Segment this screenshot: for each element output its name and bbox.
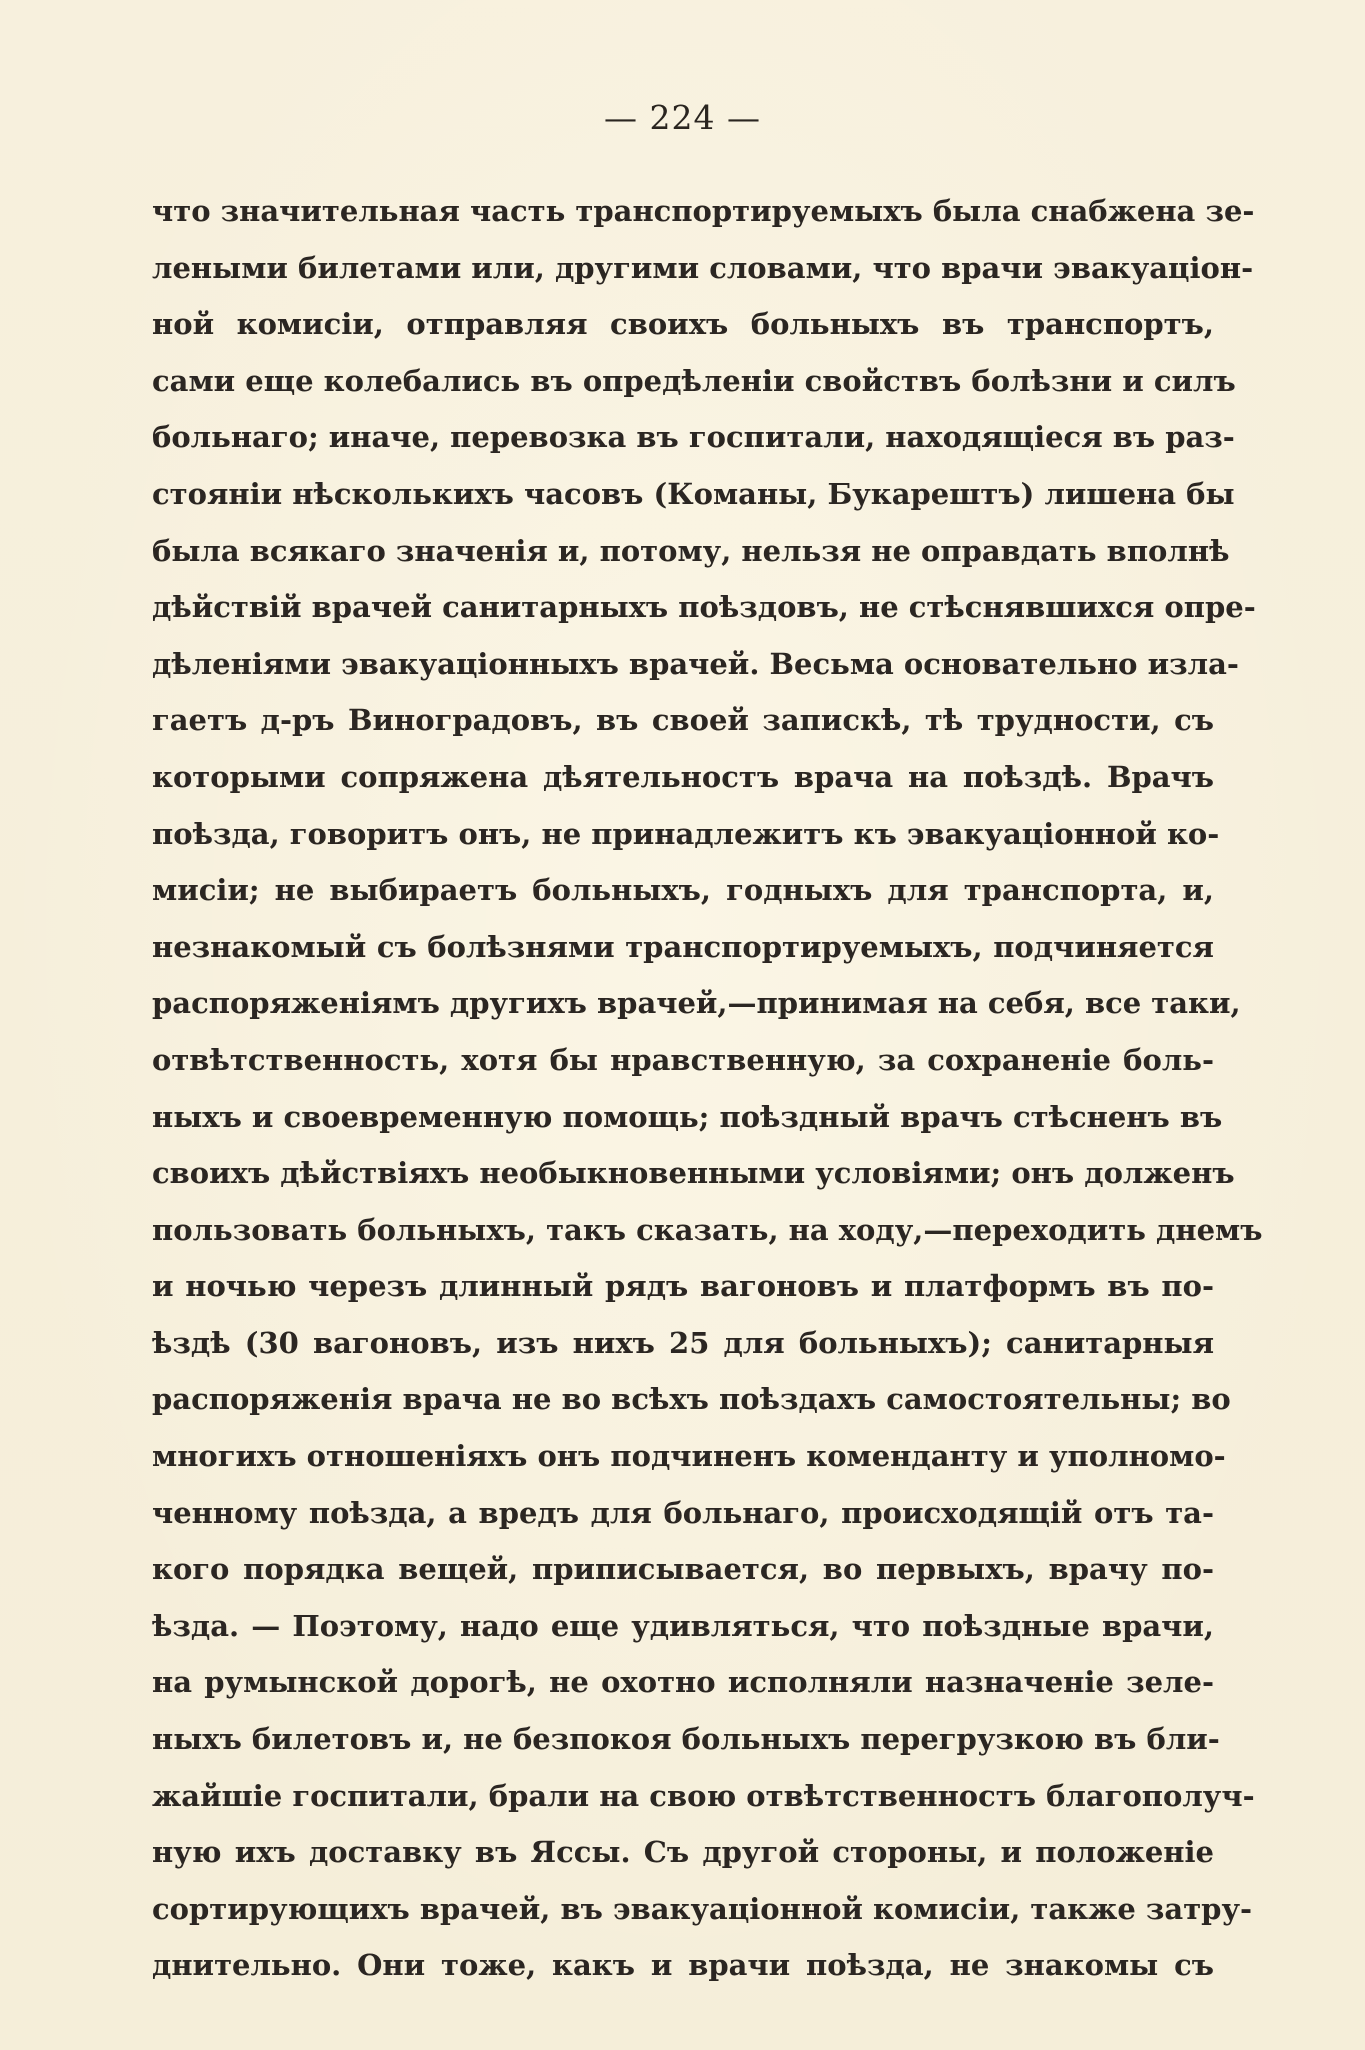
text-line: дѣленiями эвакуацiонныхъ врачей. Весьма основательно изла- <box>152 646 1239 681</box>
text-line: ныхъ билетовъ и, не безпокоя больныхъ перегрузкою въ бли- <box>152 1722 1220 1757</box>
text-line: многихъ отношенiяхъ онъ подчиненъ коменданту и уполномо- <box>152 1439 1226 1474</box>
text-line: на румынской дорогѣ, не охотно исполняли назначенiе зеле- <box>152 1665 1214 1700</box>
text-line: ѣздѣ (30 вагоновъ, изъ нихъ 25 для больныхъ); санитарныя <box>152 1325 1214 1360</box>
text-line: незнакомый съ болѣзнями транспортируемыхъ, подчиняется <box>152 929 1214 964</box>
text-line: распоряженiямъ другихъ врачей,—принимая на себя, все таки, <box>152 986 1241 1021</box>
text-line: распоряженiя врача не во всѣхъ поѣздахъ самостоятельны; во <box>152 1382 1231 1417</box>
text-line: леными билетами или, другими словами, что врачи эвакуацiон- <box>152 250 1254 285</box>
text-line: кого порядка вещей, приписывается, во первыхъ, врачу по- <box>152 1552 1214 1587</box>
text-line: сами еще колебались въ опредѣленiи свойствъ болѣзни и силъ <box>152 363 1236 398</box>
text-line: сортирующихъ врачей, въ эвакуацiонной комисiи, также затру- <box>152 1891 1253 1926</box>
text-line: что значительная часть транспортируемыхъ была снабжена зе- <box>152 194 1255 228</box>
text-line: мисiи; не выбираетъ больныхъ, годныхъ для транспорта, и, <box>152 873 1214 908</box>
text-line: стоянiи нѣсколькихъ часовъ (Команы, Букарештъ) лишена бы <box>152 476 1235 511</box>
text-line: поѣзда, говоритъ онъ, не принадлежитъ къ эвакуацiонной ко- <box>152 816 1220 851</box>
text-line: днительно. Они тоже, какъ и врачи поѣзда, не знакомы съ <box>152 1948 1214 1983</box>
text-line: которыми сопряжена дѣятельностъ врача на поѣздѣ. Врачъ <box>152 759 1214 794</box>
text-line: своихъ дѣйствiяхъ необыкновенными условiями; онъ долженъ <box>152 1156 1235 1191</box>
text-line: ныхъ и своевременную помощь; поѣздный врачъ стѣсненъ въ <box>152 1099 1223 1134</box>
text-line: ной комисiи, отправляя своихъ больныхъ въ транспортъ, <box>152 307 1214 342</box>
text-line: и ночью черезъ длинный рядъ вагоновъ и платформъ въ по- <box>152 1269 1214 1304</box>
text-line: была всякаго значенiя и, потому, нельзя не оправдать вполнѣ <box>152 533 1230 568</box>
text-line: ѣзда. — Поэтому, надо еще удивляться, что поѣздные врачи, <box>152 1608 1214 1643</box>
page-number: — 224 — <box>604 98 761 137</box>
text-line: пользовать больныхъ, такъ сказать, на ходу,—переходить днемъ <box>152 1212 1263 1247</box>
text-line: отвѣтственность, хотя бы нравственную, за сохраненiе боль- <box>152 1042 1214 1077</box>
text-line: жайшiе госпитали, брали на свою отвѣтственностъ благополуч- <box>152 1778 1255 1813</box>
text-line: ченному поѣзда, а вредъ для больнаго, происходящiй отъ та- <box>152 1495 1214 1530</box>
text-line: дѣйствiй врачей санитарныхъ поѣздовъ, не стѣснявшихся опре- <box>152 590 1256 625</box>
text-line: ную ихъ доставку въ Яссы. Съ другой стороны, и положенiе <box>152 1835 1214 1870</box>
body-text <box>152 183 1263 1994</box>
text-line: больнаго; иначе, перевозка въ госпитали, находящiеся въ раз- <box>152 420 1235 455</box>
text-line: гаетъ д-ръ Виноградовъ, въ своей запискѣ, тѣ трудности, съ <box>152 703 1214 738</box>
